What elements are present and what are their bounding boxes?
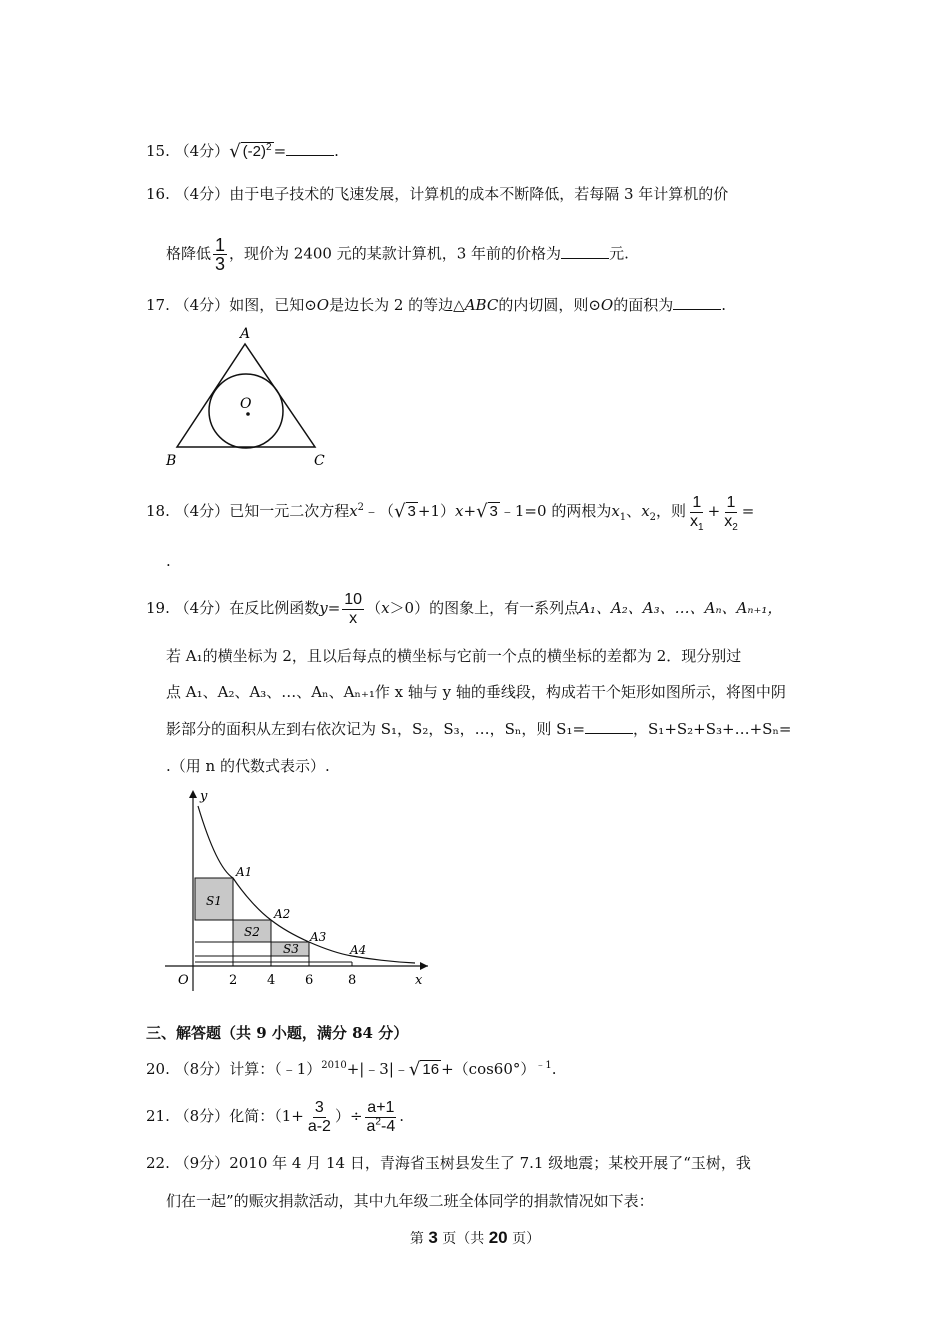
svg-text:O: O	[178, 973, 189, 988]
triangle-incircle-figure	[160, 322, 340, 472]
fraction-a1-over-a2-4: $\frac{a+1}{a^2-4}$	[366, 1098, 396, 1135]
question-22-line-2: 们在一起”的赈灾捐款活动，其中九年级二班全体同学的捐款情况如下表：	[166, 1192, 654, 1210]
question-15: 15. （4分） √ $(-2)^2$ = .	[146, 141, 339, 162]
svg-text:A4: A4	[350, 943, 367, 957]
question-18-line-2: .	[166, 552, 171, 570]
label-a: A	[240, 326, 251, 342]
question-19-line-5: .（用 n 的代数式表示）.	[166, 757, 330, 775]
svg-text:2: 2	[229, 973, 238, 988]
question-19-line-4: 影部分的面积从左到右依次记为 S₁，S₂，S₃，…，Sₙ，则 S₁= ，S₁+S₂+S₃+…+Sₙ=	[166, 720, 792, 738]
center-point	[246, 412, 250, 416]
sqrt-expression: √ $(-2)^2$	[229, 141, 272, 162]
label-o: O	[240, 396, 252, 412]
section-heading: 三、解答题（共 9 小题，满分 84 分）	[146, 1024, 409, 1042]
fraction-3-over-a-2: $\frac{3}{a-2}$	[307, 1098, 331, 1135]
page-footer: 第 3 页（共 20 页）	[409, 1228, 541, 1247]
fraction-1-over-x2: $\frac{1}{x_2}$	[724, 493, 738, 533]
question-16-line-1: 16. （4分）由于电子技术的飞速发展，计算机的成本不断降低，若每隔 3 年计算机的价	[146, 185, 729, 203]
page-number: 3	[428, 1228, 438, 1247]
svg-text:A2: A2	[274, 907, 291, 921]
fraction-1-over-x1: $\frac{1}{x_1}$	[690, 493, 704, 533]
answer-blank	[561, 244, 609, 259]
inverse-function-figure	[160, 786, 440, 996]
svg-text:S3: S3	[283, 942, 299, 956]
question-19-line-2: 若 A₁的横坐标为 2，且以后每点的横坐标与它前一个点的横坐标的差都为 2．现分别过	[166, 647, 742, 665]
question-21: 21. （8分）化简：（1+ $\frac{3}{a-2}$ ）÷ $\frac{a+1}{a^2-4}$ .	[146, 1098, 404, 1135]
svg-text:y: y	[200, 789, 208, 804]
question-20: 20. （8分）计算：（﹣1）$^{2010}$+|﹣3|﹣ √ 16 $+(\cos 60^\circ)^{﹣1}$.	[146, 1059, 557, 1080]
question-22-line-1: 22. （9分）2010 年 4 月 14 日，青海省玉树县发生了 7.1 级地震；某校开展了“玉树，我	[146, 1154, 751, 1172]
answer-blank	[585, 719, 633, 734]
question-19-line-1: 19. （4分）在反比例函数y= $\frac{10}{x}$ （x＞0）的图象上，有一系列点A₁、A₂、A₃、…、Aₙ、Aₙ₊₁，	[146, 590, 783, 627]
sqrt-3: √ 3	[476, 501, 498, 522]
svg-text:x: x	[415, 973, 423, 988]
fraction-10-over-x: $\frac{10}{x}$	[344, 590, 363, 627]
svg-text:A1: A1	[236, 865, 253, 879]
question-17: 17. （4分）如图，已知⊙O是边长为 2 的等边△ABC的内切圆，则⊙O的面积为 .	[146, 296, 727, 314]
svg-text:8: 8	[348, 973, 357, 988]
svg-text:4: 4	[267, 973, 276, 988]
label-b: B	[166, 453, 177, 469]
svg-text:A3: A3	[310, 930, 327, 944]
question-16-line-2: 格降低 $\frac{1}{3}$ ，现价为 2400 元的某款计算机，3 年前的价格为 元.	[166, 235, 629, 274]
question-18: 18. （4分）已知一元二次方程$x^2﹣$（ √ 3 +1）x+ √ 3 ﹣1=0 的两根为$x_1$、$x_2$，则 $\frac{1}{x_1}$ + $\frac{1}{x_2}$ =	[146, 493, 755, 533]
page-total: 20	[488, 1228, 508, 1247]
svg-text:S2: S2	[244, 925, 260, 939]
question-19-line-3: 点 A₁、A₂、A₃、…、Aₙ、Aₙ₊₁作 x 轴与 y 轴的垂线段，构成若干个矩形如图所示，将图中阴	[166, 683, 786, 701]
answer-blank	[286, 141, 334, 156]
label-c: C	[314, 453, 325, 469]
sqrt-3: √ 3	[394, 501, 416, 522]
svg-text:6: 6	[305, 973, 314, 988]
fraction-one-third: $\frac{1}{3}$	[215, 235, 226, 274]
answer-blank	[673, 295, 721, 310]
svg-text:S1: S1	[206, 894, 222, 908]
sqrt-16: √ 16	[408, 1059, 440, 1080]
